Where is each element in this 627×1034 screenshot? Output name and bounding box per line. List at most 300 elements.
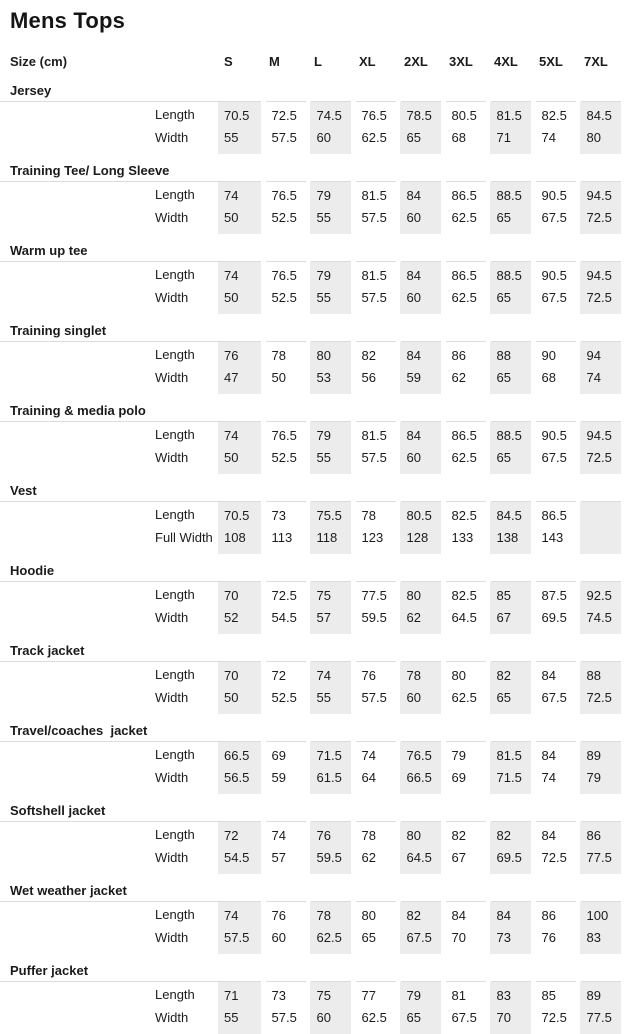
measurement-row xyxy=(0,582,623,607)
measurement-label: Width xyxy=(155,849,189,865)
size-value-cell: 76.5 xyxy=(271,267,297,283)
size-value-cell: 62.5 xyxy=(361,1009,387,1025)
size-value-cell: 80 xyxy=(578,126,623,154)
spacer-cell xyxy=(0,662,148,687)
size-value-cell: 84 xyxy=(398,342,443,367)
size-value-cell: 67.5 xyxy=(398,926,443,954)
size-value-cell: 60 xyxy=(398,286,443,314)
size-value-cell: 61.5 xyxy=(308,766,353,794)
section-name: Jersey xyxy=(0,74,623,102)
measurement-label: Full Width xyxy=(155,529,213,545)
size-value-cell: 100 xyxy=(578,902,623,927)
size-value-cell: 62 xyxy=(451,369,466,385)
measurement-label: Width xyxy=(155,769,189,785)
spacer-cell xyxy=(0,766,148,794)
size-value-cell: 67.5 xyxy=(541,449,567,465)
size-column-header: 3XL xyxy=(449,53,473,69)
measurement-label: Length xyxy=(155,506,195,522)
spacer-cell xyxy=(0,606,148,634)
size-value-cell: 85 xyxy=(488,582,533,607)
size-value-cell: 57 xyxy=(308,606,353,634)
size-value-cell: 64 xyxy=(361,769,376,785)
spacer-cell xyxy=(0,286,148,314)
size-value-cell: 76.5 xyxy=(271,187,297,203)
size-value-cell: 74 xyxy=(218,902,263,927)
spacer-cell xyxy=(0,846,148,874)
size-value-cell: 64.5 xyxy=(451,609,477,625)
size-value-cell: 68 xyxy=(541,369,556,385)
size-value-cell: 74.5 xyxy=(308,102,353,127)
spacer-cell xyxy=(0,526,148,554)
size-column-header: 2XL xyxy=(404,53,428,69)
size-value-cell xyxy=(578,526,623,554)
size-value-cell: 50 xyxy=(218,206,263,234)
section-name: Training Tee/ Long Sleeve xyxy=(0,154,623,182)
size-value-cell: 67 xyxy=(451,849,466,865)
section-header-row xyxy=(0,554,623,582)
size-column-header: 5XL xyxy=(539,53,563,69)
size-value-cell: 67 xyxy=(488,606,533,634)
size-value-cell: 82.5 xyxy=(451,507,477,523)
size-value-cell: 57.5 xyxy=(361,289,387,305)
size-value-cell: 78 xyxy=(308,902,353,927)
size-column-header: XL xyxy=(359,53,376,69)
measurement-label: Width xyxy=(155,929,189,945)
size-value-cell: 55 xyxy=(308,206,353,234)
size-value-cell: 82 xyxy=(451,827,466,843)
spacer-cell xyxy=(0,342,148,367)
size-value-cell: 133 xyxy=(451,529,474,545)
size-value-cell: 55 xyxy=(218,126,263,154)
size-value-cell: 55 xyxy=(308,686,353,714)
size-value-cell: 50 xyxy=(218,446,263,474)
measurement-row xyxy=(0,262,623,287)
size-value-cell: 108 xyxy=(218,526,263,554)
measurement-row xyxy=(0,206,623,234)
size-value-cell: 74 xyxy=(308,662,353,687)
size-column-header: S xyxy=(224,53,233,69)
section-name: Warm up tee xyxy=(0,234,623,262)
size-value-cell: 88.5 xyxy=(488,262,533,287)
size-value-cell xyxy=(578,502,623,527)
size-value-cell: 77.5 xyxy=(361,587,387,603)
measurement-row xyxy=(0,182,623,207)
section-header-row xyxy=(0,634,623,662)
size-value-cell: 81.5 xyxy=(361,427,387,443)
size-value-cell: 65 xyxy=(488,286,533,314)
size-value-cell: 83 xyxy=(488,982,533,1007)
size-value-cell: 72.5 xyxy=(578,686,623,714)
spacer-cell xyxy=(0,502,148,527)
spacer-cell xyxy=(0,366,148,394)
size-value-cell: 76 xyxy=(271,907,286,923)
size-value-cell: 69.5 xyxy=(488,846,533,874)
measurement-label: Length xyxy=(155,826,195,842)
measurement-row xyxy=(0,126,623,154)
measurement-label: Width xyxy=(155,689,189,705)
size-value-cell: 75 xyxy=(308,982,353,1007)
size-value-cell: 87.5 xyxy=(541,587,567,603)
size-value-cell: 138 xyxy=(488,526,533,554)
measurement-row xyxy=(0,286,623,314)
measurement-row xyxy=(0,662,623,687)
size-value-cell: 62.5 xyxy=(361,129,387,145)
size-value-cell: 62 xyxy=(361,849,376,865)
section-header-row xyxy=(0,874,623,902)
size-value-cell: 74 xyxy=(218,262,263,287)
measurement-row xyxy=(0,926,623,954)
measurement-row xyxy=(0,982,623,1007)
spacer-cell xyxy=(0,822,148,847)
size-value-cell: 84 xyxy=(541,747,556,763)
size-value-cell: 65 xyxy=(488,366,533,394)
size-value-cell: 76 xyxy=(541,929,556,945)
size-value-cell: 84.5 xyxy=(488,502,533,527)
size-value-cell: 72.5 xyxy=(271,107,297,123)
size-value-cell: 76 xyxy=(308,822,353,847)
size-value-cell: 74 xyxy=(218,422,263,447)
size-value-cell: 60 xyxy=(271,929,286,945)
size-value-cell: 86.5 xyxy=(451,427,477,443)
size-value-cell: 84 xyxy=(488,902,533,927)
size-value-cell: 76.5 xyxy=(361,107,387,123)
measurement-label: Width xyxy=(155,449,189,465)
section-name: Track jacket xyxy=(0,634,623,662)
size-value-cell: 84 xyxy=(398,422,443,447)
size-value-cell: 72.5 xyxy=(578,206,623,234)
size-value-cell: 65 xyxy=(488,206,533,234)
size-value-cell: 86 xyxy=(451,347,466,363)
size-value-cell: 89 xyxy=(578,742,623,767)
size-value-cell: 72.5 xyxy=(578,446,623,474)
size-value-cell: 80 xyxy=(308,342,353,367)
size-value-cell: 80 xyxy=(398,582,443,607)
spacer-cell xyxy=(0,582,148,607)
size-value-cell: 66.5 xyxy=(398,766,443,794)
size-value-cell: 52 xyxy=(218,606,263,634)
size-value-cell: 69 xyxy=(271,747,286,763)
size-value-cell: 55 xyxy=(308,286,353,314)
size-value-cell: 90.5 xyxy=(541,187,567,203)
size-value-cell: 85 xyxy=(541,987,556,1003)
section-header-row xyxy=(0,954,623,982)
size-unit-label: Size (cm) xyxy=(10,53,68,69)
size-value-cell: 70 xyxy=(488,1006,533,1034)
size-value-cell: 50 xyxy=(271,369,286,385)
size-value-cell: 59.5 xyxy=(361,609,387,625)
spacer-cell xyxy=(0,422,148,447)
size-value-cell: 64.5 xyxy=(398,846,443,874)
size-value-cell: 76.5 xyxy=(271,427,297,443)
spacer-cell xyxy=(0,126,148,154)
measurement-label: Length xyxy=(155,426,195,442)
size-value-cell: 71.5 xyxy=(308,742,353,767)
size-value-cell: 62.5 xyxy=(451,449,477,465)
section-name: Travel/coaches jacket xyxy=(0,714,623,742)
measurement-row xyxy=(0,606,623,634)
size-value-cell: 59.5 xyxy=(308,846,353,874)
section-header-row xyxy=(0,154,623,182)
size-value-cell: 72.5 xyxy=(541,849,567,865)
spacer-cell xyxy=(0,446,148,474)
size-value-cell: 67.5 xyxy=(451,1009,477,1025)
size-value-cell: 76 xyxy=(218,342,263,367)
measurement-label: Width xyxy=(155,129,189,145)
measurement-row xyxy=(0,742,623,767)
size-value-cell: 128 xyxy=(398,526,443,554)
spacer-cell xyxy=(0,902,148,927)
size-value-cell: 54.5 xyxy=(218,846,263,874)
size-value-cell: 86.5 xyxy=(451,267,477,283)
size-column-header: 7XL xyxy=(584,53,608,69)
measurement-label: Length xyxy=(155,746,195,762)
section-header-row xyxy=(0,234,623,262)
size-value-cell: 84 xyxy=(398,262,443,287)
size-column-header: L xyxy=(314,53,322,69)
size-value-cell: 79 xyxy=(308,182,353,207)
size-value-cell: 62.5 xyxy=(451,209,477,225)
size-value-cell: 76 xyxy=(361,667,376,683)
size-value-cell: 70 xyxy=(218,582,263,607)
section-name: Softshell jacket xyxy=(0,794,623,822)
size-value-cell: 88 xyxy=(488,342,533,367)
size-chart-table xyxy=(0,48,626,1034)
size-value-cell: 50 xyxy=(218,686,263,714)
size-value-cell: 74 xyxy=(271,827,286,843)
size-value-cell: 65 xyxy=(488,686,533,714)
size-value-cell: 79 xyxy=(578,766,623,794)
size-value-cell: 81 xyxy=(451,987,466,1003)
size-value-cell: 82 xyxy=(488,662,533,687)
size-value-cell: 82 xyxy=(398,902,443,927)
spacer-cell xyxy=(0,102,148,127)
size-value-cell: 92.5 xyxy=(578,582,623,607)
size-value-cell: 79 xyxy=(398,982,443,1007)
size-value-cell: 47 xyxy=(218,366,263,394)
section-header-row xyxy=(0,714,623,742)
page-title: Mens Tops xyxy=(10,8,126,33)
size-value-cell: 113 xyxy=(271,529,293,545)
size-value-cell: 59 xyxy=(398,366,443,394)
size-value-cell: 72 xyxy=(271,667,286,683)
size-value-cell: 77.5 xyxy=(578,1006,623,1034)
measurement-label: Length xyxy=(155,666,195,682)
size-value-cell: 74.5 xyxy=(578,606,623,634)
size-value-cell: 60 xyxy=(398,446,443,474)
size-value-cell: 50 xyxy=(218,286,263,314)
section-header-row xyxy=(0,474,623,502)
size-value-cell: 71.5 xyxy=(488,766,533,794)
spacer-cell xyxy=(0,982,148,1007)
measurement-row xyxy=(0,902,623,927)
section-name: Vest xyxy=(0,474,623,502)
size-value-cell: 53 xyxy=(308,366,353,394)
size-value-cell: 94 xyxy=(578,342,623,367)
size-value-cell: 80 xyxy=(398,822,443,847)
size-value-cell: 57.5 xyxy=(271,129,297,145)
size-value-cell: 72.5 xyxy=(578,286,623,314)
size-value-cell: 82 xyxy=(361,347,376,363)
size-value-cell: 70 xyxy=(451,929,466,945)
size-value-cell: 74 xyxy=(218,182,263,207)
size-value-cell: 143 xyxy=(541,529,564,545)
size-value-cell: 62.5 xyxy=(451,689,477,705)
measurement-label: Length xyxy=(155,186,195,202)
size-value-cell: 78 xyxy=(361,507,376,523)
size-value-cell: 86 xyxy=(578,822,623,847)
size-value-cell: 67.5 xyxy=(541,209,567,225)
size-value-cell: 84 xyxy=(398,182,443,207)
measurement-row xyxy=(0,846,623,874)
size-value-cell: 57.5 xyxy=(218,926,263,954)
size-value-cell: 65 xyxy=(398,1006,443,1034)
measurement-row xyxy=(0,526,623,554)
spacer-cell xyxy=(0,262,148,287)
size-value-cell: 62.5 xyxy=(308,926,353,954)
size-value-cell: 81.5 xyxy=(361,187,387,203)
size-column-header: 4XL xyxy=(494,53,518,69)
size-value-cell: 52.5 xyxy=(271,689,297,705)
size-value-cell: 67.5 xyxy=(541,289,567,305)
measurement-label: Length xyxy=(155,906,195,922)
size-value-cell: 80.5 xyxy=(451,107,477,123)
spacer-cell xyxy=(0,742,148,767)
size-value-cell: 60 xyxy=(398,206,443,234)
size-value-cell: 77 xyxy=(361,987,376,1003)
measurement-row xyxy=(0,1006,623,1034)
size-value-cell: 77.5 xyxy=(578,846,623,874)
size-value-cell: 57.5 xyxy=(361,449,387,465)
size-value-cell: 57.5 xyxy=(361,209,387,225)
size-value-cell: 60 xyxy=(308,126,353,154)
size-value-cell: 90.5 xyxy=(541,267,567,283)
size-value-cell: 88.5 xyxy=(488,422,533,447)
size-value-cell: 52.5 xyxy=(271,289,297,305)
size-value-cell: 70.5 xyxy=(218,102,263,127)
size-value-cell: 78.5 xyxy=(398,102,443,127)
measurement-label: Length xyxy=(155,986,195,1002)
size-value-cell: 90.5 xyxy=(541,427,567,443)
size-value-cell: 75.5 xyxy=(308,502,353,527)
size-value-cell: 90 xyxy=(541,347,556,363)
spacer-cell xyxy=(0,686,148,714)
size-value-cell: 88 xyxy=(578,662,623,687)
section-header-row xyxy=(0,74,623,102)
size-value-cell: 69.5 xyxy=(541,609,567,625)
size-value-cell: 74 xyxy=(578,366,623,394)
size-value-cell: 65 xyxy=(361,929,376,945)
size-value-cell: 74 xyxy=(541,129,556,145)
size-value-cell: 84 xyxy=(541,667,556,683)
size-value-cell: 94.5 xyxy=(578,182,623,207)
size-value-cell: 56.5 xyxy=(218,766,263,794)
size-value-cell: 89 xyxy=(578,982,623,1007)
measurement-row xyxy=(0,686,623,714)
measurement-label: Length xyxy=(155,586,195,602)
size-value-cell: 57.5 xyxy=(271,1009,297,1025)
size-value-cell: 79 xyxy=(308,262,353,287)
size-value-cell: 82 xyxy=(488,822,533,847)
size-value-cell: 59 xyxy=(271,769,286,785)
size-value-cell: 60 xyxy=(398,686,443,714)
size-value-cell: 72 xyxy=(218,822,263,847)
size-value-cell: 71 xyxy=(488,126,533,154)
section-name: Puffer jacket xyxy=(0,954,623,982)
section-name: Wet weather jacket xyxy=(0,874,623,902)
measurement-row xyxy=(0,102,623,127)
spacer-cell xyxy=(148,48,218,74)
spacer-cell xyxy=(0,206,148,234)
measurement-row xyxy=(0,502,623,527)
size-value-cell: 82.5 xyxy=(451,587,477,603)
measurement-label: Width xyxy=(155,369,189,385)
size-value-cell: 86 xyxy=(541,907,556,923)
size-value-cell: 73 xyxy=(271,507,286,523)
size-value-cell: 75 xyxy=(308,582,353,607)
section-name: Training singlet xyxy=(0,314,623,342)
size-value-cell: 80 xyxy=(361,907,376,923)
measurement-row xyxy=(0,766,623,794)
size-value-cell: 86.5 xyxy=(451,187,477,203)
size-value-cell: 78 xyxy=(361,827,376,843)
size-value-cell: 57.5 xyxy=(361,689,387,705)
measurement-label: Width xyxy=(155,609,189,625)
size-value-cell: 79 xyxy=(451,747,466,763)
size-value-cell: 79 xyxy=(308,422,353,447)
measurement-label: Width xyxy=(155,289,189,305)
measurement-label: Length xyxy=(155,106,195,122)
size-value-cell: 73 xyxy=(271,987,286,1003)
size-value-cell: 71 xyxy=(218,982,263,1007)
size-value-cell: 84 xyxy=(541,827,556,843)
size-value-cell: 80.5 xyxy=(398,502,443,527)
size-value-cell: 65 xyxy=(488,446,533,474)
section-name: Training & media polo xyxy=(0,394,623,422)
size-value-cell: 74 xyxy=(361,747,376,763)
size-value-cell: 118 xyxy=(308,526,353,554)
size-value-cell: 62.5 xyxy=(451,289,477,305)
spacer-cell xyxy=(0,1006,148,1034)
size-value-cell: 69 xyxy=(451,769,466,785)
size-value-cell: 60 xyxy=(308,1006,353,1034)
spacer-cell xyxy=(0,926,148,954)
measurement-row xyxy=(0,366,623,394)
size-value-cell: 54.5 xyxy=(271,609,297,625)
size-value-cell: 66.5 xyxy=(218,742,263,767)
measurement-row xyxy=(0,446,623,474)
size-value-cell: 123 xyxy=(361,529,384,545)
size-value-cell: 94.5 xyxy=(578,422,623,447)
size-value-cell: 56 xyxy=(361,369,376,385)
section-header-row xyxy=(0,394,623,422)
measurement-label: Length xyxy=(155,346,195,362)
size-value-cell: 55 xyxy=(218,1006,263,1034)
section-header-row xyxy=(0,314,623,342)
size-value-cell: 76.5 xyxy=(398,742,443,767)
size-value-cell: 81.5 xyxy=(488,102,533,127)
measurement-row xyxy=(0,422,623,447)
size-value-cell: 82.5 xyxy=(541,107,567,123)
size-value-cell: 74 xyxy=(541,769,556,785)
size-value-cell: 57 xyxy=(271,849,286,865)
spacer-cell xyxy=(0,182,148,207)
size-value-cell: 67.5 xyxy=(541,689,567,705)
size-value-cell: 78 xyxy=(398,662,443,687)
size-value-cell: 83 xyxy=(578,926,623,954)
section-name: Hoodie xyxy=(0,554,623,582)
size-header-row xyxy=(0,48,623,74)
size-value-cell: 65 xyxy=(398,126,443,154)
